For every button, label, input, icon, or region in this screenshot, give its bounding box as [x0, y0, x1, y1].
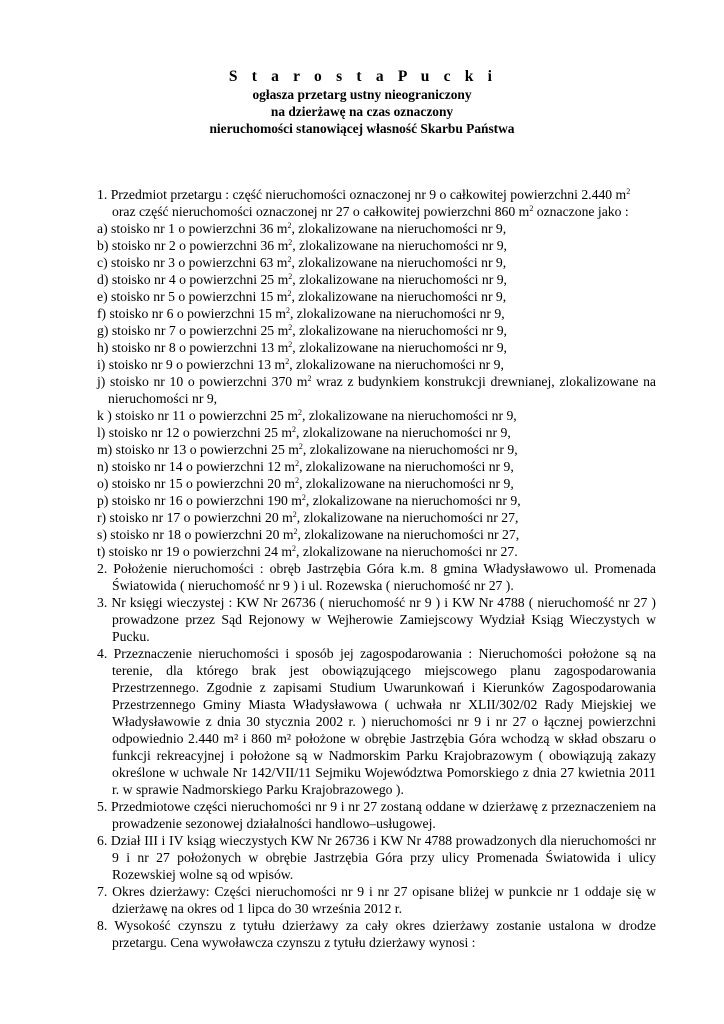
header-line-1: ogłasza przetarg ustny nieograniczony — [252, 87, 472, 102]
list-item: k ) stoisko nr 11 o powierzchni 25 $m^2$, zlokalizowane na nieruchomości nr 9, — [97, 408, 517, 423]
list-item: d) stoisko nr 4 o powierzchni 25 $m^2$, zlokalizowane na nieruchomości nr 9, — [97, 272, 507, 287]
header-line-3: nieruchomości stanowiącej własność Skarbu Państwa — [209, 121, 515, 136]
list-item: m) stoisko nr 13 o powierzchni 25 $m^2$, zlokalizowane na nieruchomości nr 9, — [97, 442, 518, 457]
point-4-purpose: 4. Przeznaczenie nieruchomości i sposób jej zagospodarowania : Nieruchomości położone są na terenie, dla którego brak jest obowiązującego miejscowego planu zagospodarowania Przestrzennego. Zgodnie z zapisami Studium Uwarunkowań i Kierunków Zagospodarowania Przestrzennego Gminy Miasta Władysławowa ( uchwała nr XLII/302/02 Rady Miejskiej we Władysławowie z dnia 30 stycznia 2002 r. ) nieruchomości nr 9 i nr 27 o łącznej powierzchni odpowiednio 2.440 m² i 860 m² położone w obrębie Jastrzębia Góra wchodzą w skład obszaru o funkcji rekreacyjnej i położone są w Nadmorskim Parku Krajobrazowym ( obowiązują zakazy określone w uchwale Nr 142/VII/11 Sejmiku Województwa Pomorskiego z dnia 27 kwietnia 2011 r. w sprawie Nadmorskiego Parku Krajobrazowego ). — [97, 646, 656, 797]
list-item: t) stoisko nr 19 o powierzchni 24 $m^2$, zlokalizowane na nieruchomości nr 27. — [97, 544, 518, 559]
list-item: s) stoisko nr 18 o powierzchni 20 $m^2$, zlokalizowane na nieruchomości nr 27, — [97, 527, 520, 542]
list-item: g) stoisko nr 7 o powierzchni 25 $m^2$, zlokalizowane na nieruchomości nr 9, — [97, 323, 507, 338]
point-7-lease-period: 7. Okres dzierżawy: Części nieruchomości nr 9 i nr 27 opisane bliżej w punkcie nr 1 oddaje się w dzierżawę na okres od 1 lipca do 30 września 2012 r. — [97, 884, 656, 916]
section-1-line-a: 1. Przedmiot przetargu : część nieruchomości oznaczonej nr 9 o całkowitej powierzchni 2.440 $m^2$ — [97, 187, 631, 202]
list-item: e) stoisko nr 5 o powierzchni 15 $m^2$, zlokalizowane na nieruchomości nr 9, — [97, 289, 507, 304]
list-item: f) stoisko nr 6 o powierzchni 15 $m^2$, zlokalizowane na nieruchomości nr 9, — [97, 306, 505, 321]
list-item: b) stoisko nr 2 o powierzchni 36 $m^2$, zlokalizowane na nieruchomości nr 9, — [97, 238, 507, 253]
list-item: r) stoisko nr 17 o powierzchni 20 $m^2$, zlokalizowane na nieruchomości nr 27, — [97, 510, 519, 525]
page-title: S t a r o s t a P u c k i — [228, 68, 498, 85]
list-item: p) stoisko nr 16 o powierzchni 190 $m^2$, zlokalizowane na nieruchomości nr 9, — [97, 493, 521, 508]
point-5-lease-purpose: 5. Przedmiotowe części nieruchomości nr 9 i nr 27 zostaną oddane w dzierżawę z przeznaczeniem na prowadzenie sezonowej działalności handlowo–usługowej. — [97, 799, 656, 831]
list-item: c) stoisko nr 3 o powierzchni 63 $m^2$, zlokalizowane na nieruchomości nr 9, — [97, 255, 507, 270]
point-2-location: 2. Położenie nieruchomości : obręb Jastrzębia Góra k.m. 8 gmina Władysławowo ul. Promenada Światowida ( nieruchomość nr 9 ) i ul. Rozewska ( nieruchomość nr 27 ). — [97, 561, 656, 593]
point-6-register-sections: 6. Dział III i IV ksiąg wieczystych KW Nr 26736 i KW Nr 4788 prowadzonych dla nieruchomości nr 9 i nr 27 położonych w obrębie Jastrzębia Góra przy ulicy Promenada Światowida i ulicy Rozewskiej wolne są od wpisów. — [97, 833, 656, 882]
list-item: n) stoisko nr 14 o powierzchni 12 $m^2$, zlokalizowane na nieruchomości nr 9, — [97, 459, 514, 474]
announcement-header — [0, 67, 724, 137]
list-item: j) stoisko nr 10 o powierzchni 370 $m^2$ wraz z budynkiem konstrukcji drewnianej, zlokalizowane na nieruchomości nr 9, — [97, 374, 656, 406]
list-item: h) stoisko nr 8 o powierzchni 13 $m^2$, zlokalizowane na nieruchomości nr 9, — [97, 340, 507, 355]
point-3-land-register: 3. Nr księgi wieczystej : KW Nr 26736 ( nieruchomość nr 9 ) i KW Nr 4788 ( nieruchomość nr 27 ) prowadzone przez Sąd Rejonowy w Wejherowie Zamiejscowy Wydział Ksiąg Wieczystych w Pucku. — [97, 595, 656, 644]
announcement-body — [97, 186, 656, 951]
stall-list — [97, 220, 656, 560]
list-item: o) stoisko nr 15 o powierzchni 20 $m^2$, zlokalizowane na nieruchomości nr 9, — [97, 476, 514, 491]
header-line-2: na dzierżawę na czas oznaczony — [270, 104, 454, 119]
section-1-line-b: oraz część nieruchomości oznaczonej nr 27 o całkowitej powierzchni 860 $m^2$ oznaczone jako : — [112, 204, 629, 219]
list-item: i) stoisko nr 9 o powierzchni 13 $m^2$, zlokalizowane na nieruchomości nr 9, — [97, 357, 504, 372]
list-item: l) stoisko nr 12 o powierzchni 25 $m^2$, zlokalizowane na nieruchomości nr 9, — [97, 425, 511, 440]
list-item: a) stoisko nr 1 o powierzchni 36 $m^2$, zlokalizowane na nieruchomości nr 9, — [97, 221, 507, 236]
point-8-rent: 8. Wysokość czynszu z tytułu dzierżawy za cały okres dzierżawy zostanie ustalona w drodze przetargu. Cena wywoławcza czynszu z tytułu dzierżawy wynosi : — [97, 918, 656, 950]
